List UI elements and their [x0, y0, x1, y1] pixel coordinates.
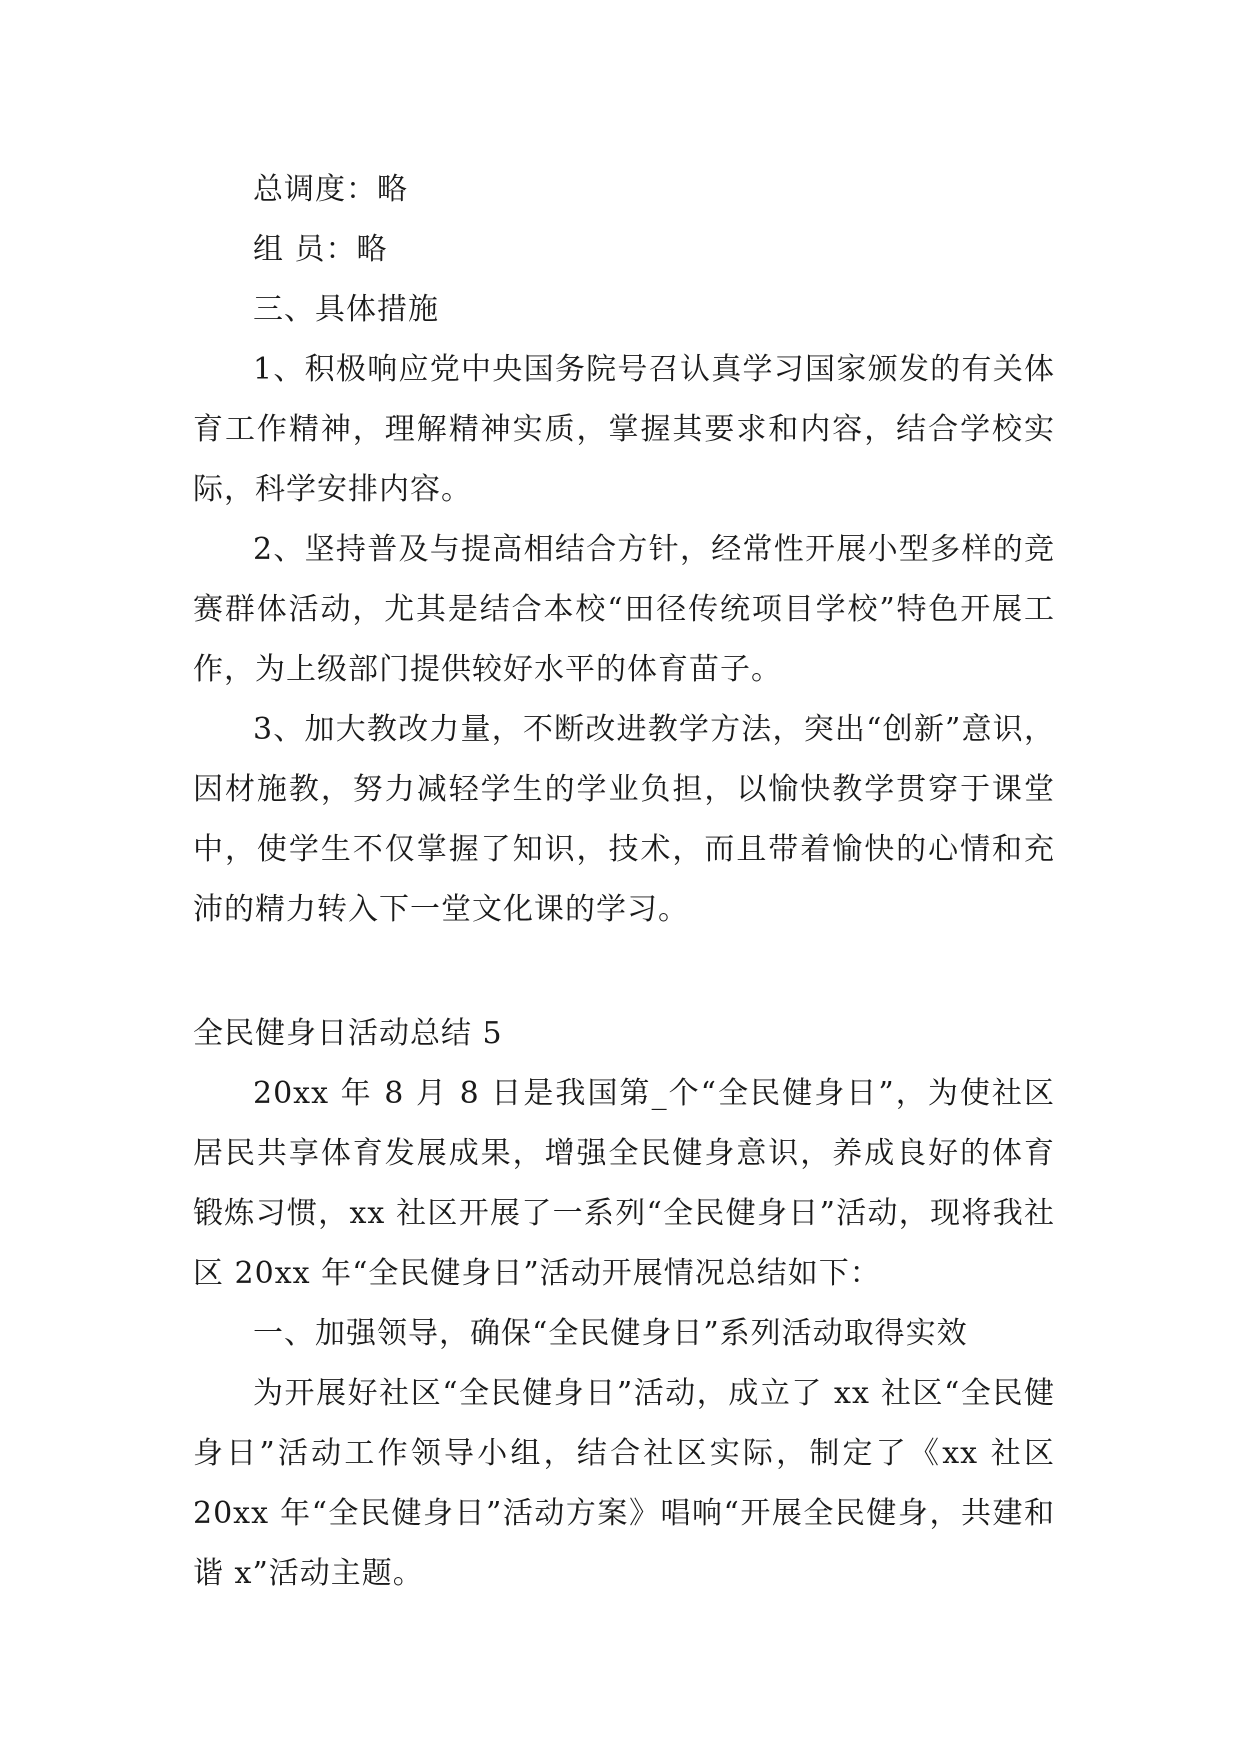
paragraph-measure-1: 1、积极响应党中央国务院号召认真学习国家颁发的有关体育工作精神，理解精神实质，掌握其要求和内容，结合学校实际，科学安排内容。 [193, 352, 1055, 507]
document-body [193, 160, 1055, 1604]
paragraph-members: 组 员：略 [253, 232, 388, 267]
heading-specific-measures: 三、具体措施 [253, 292, 439, 327]
heading-strengthen-leadership: 一、加强领导，确保“全民健身日”系列活动取得实效 [253, 1316, 968, 1351]
paragraph-intro: 20xx 年 8 月 8 日是我国第_个“全民健身日”，为使社区居民共享体育发展成果，增强全民健身意识，养成良好的体育锻炼习惯，xx 社区开展了一系列“全民健身日”活动，现将我社区 20xx 年“全民健身日”活动开展情况总结如下： [193, 1076, 1055, 1291]
paragraph-leadership-group: 为开展好社区“全民健身日”活动，成立了 xx 社区“全民健身日”活动工作领导小组，结合社区实际，制定了《xx 社区 20xx 年“全民健身日”活动方案》唱响“开展全民健身，共建和谐 x”活动主题。 [193, 1376, 1055, 1591]
paragraph-measure-2: 2、坚持普及与提高相结合方针，经常性开展小型多样的竞赛群体活动，尤其是结合本校“田径传统项目学校”特色开展工作，为上级部门提供较好水平的体育苗子。 [193, 532, 1055, 687]
section-title: 全民健身日活动总结 5 [193, 1016, 503, 1051]
section-spacer [193, 940, 1055, 1004]
paragraph-measure-3: 3、加大教改力量，不断改进教学方法，突出“创新”意识，因材施教，努力减轻学生的学业负担，以愉快教学贯穿于课堂中，使学生不仅掌握了知识，技术，而且带着愉快的心情和充沛的精力转入下一堂文化课的学习。 [193, 712, 1055, 927]
paragraph-dispatcher: 总调度：略 [253, 172, 408, 207]
